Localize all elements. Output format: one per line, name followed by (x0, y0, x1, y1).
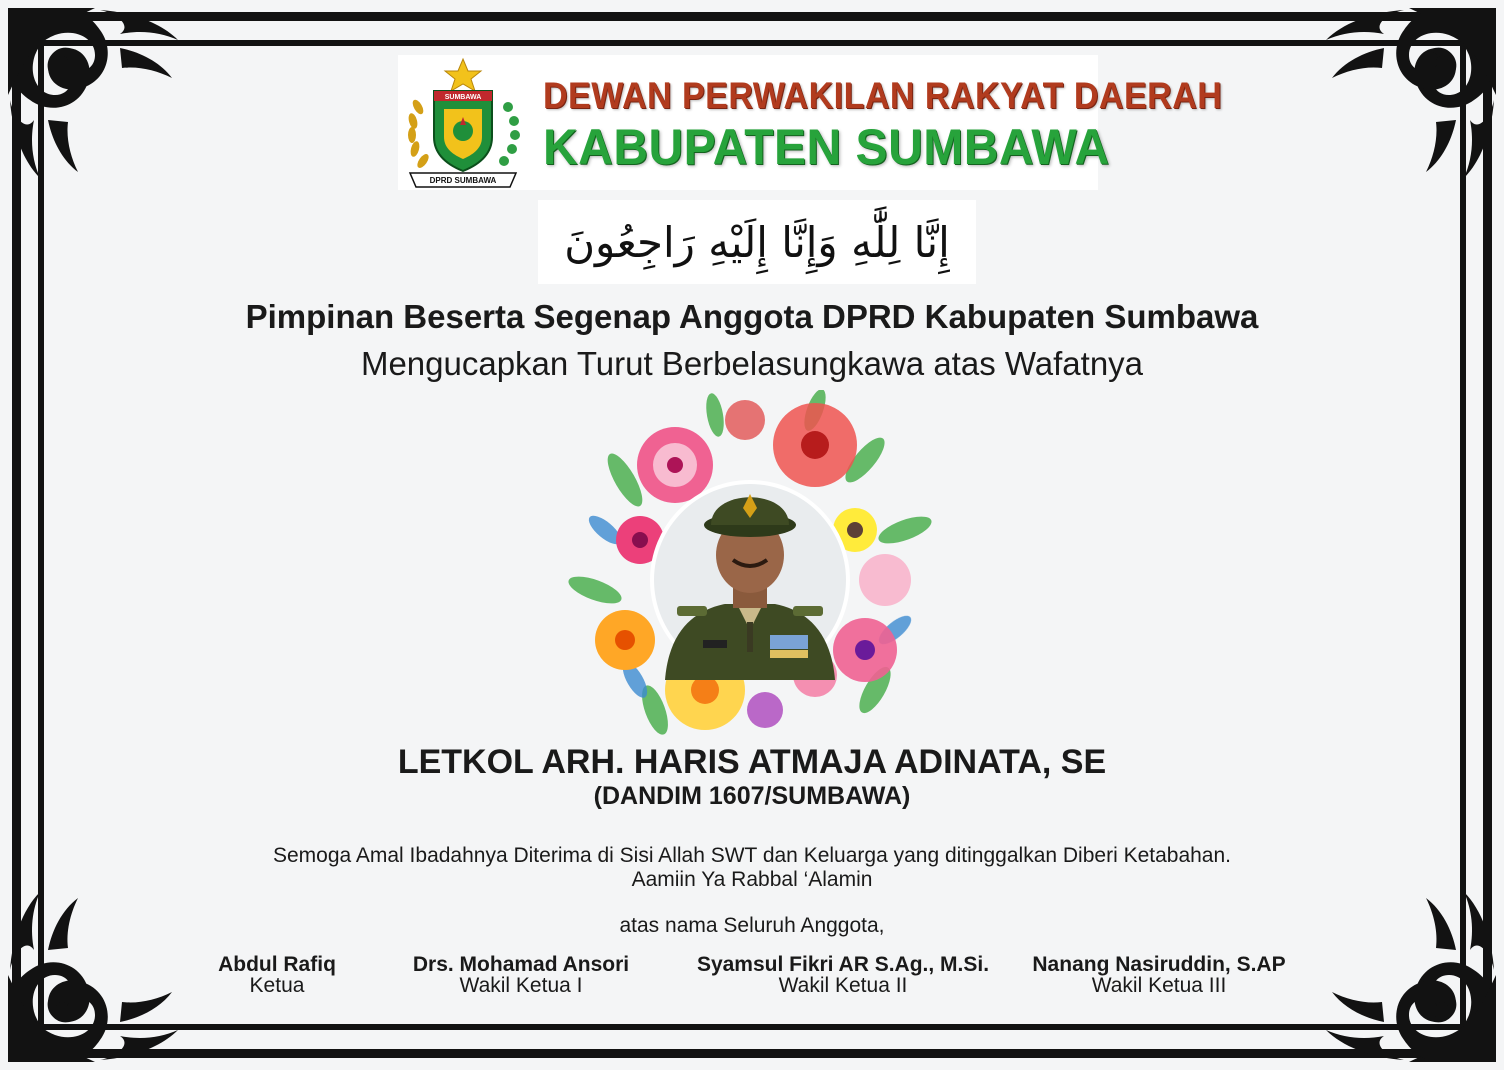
signatory-role: Wakil Ketua I (459, 974, 583, 997)
corner-ornament-bottom-right (1314, 880, 1504, 1070)
institution-name-line2: KABUPATEN SUMBAWA (543, 120, 1110, 176)
subheadline: Mengucapkan Turut Berbelasungkawa atas Wafatnya (360, 345, 1144, 382)
signatory-name: Syamsul Fikri AR S.Ag., M.Si. (696, 953, 990, 976)
floral-wreath-portrait (565, 390, 935, 750)
institution-name-line1: DEWAN PERWAKILAN RAKYAT DAERAH (543, 75, 1223, 117)
signatory (690, 953, 996, 998)
deceased-name: LETKOL ARH. HARIS ATMAJA ADINATA, SE (397, 743, 1107, 781)
corner-ornament-bottom-left (0, 880, 190, 1070)
signatory-name: Abdul Rafiq (218, 953, 336, 976)
header-banner (398, 55, 1223, 190)
prayer-line-1: Semoga Amal Ibadahnya Diterima di Sisi Allah SWT dan Keluarga yang ditinggalkan Diberi Ketabahan. (272, 844, 1231, 867)
signatory (396, 953, 646, 998)
corner-ornament-top-right (1314, 0, 1504, 190)
signatory-name: Nanang Nasiruddin, S.AP (1032, 953, 1286, 976)
on-behalf-text: atas nama Seluruh Anggota, (619, 914, 885, 937)
signatory (196, 953, 358, 998)
dprd-sumbawa-emblem (404, 57, 522, 189)
signatory-role: Wakil Ketua III (1091, 974, 1227, 997)
headline: Pimpinan Beserta Segenap Anggota DPRD Kabupaten Sumbawa (245, 298, 1259, 335)
arabic-phrase: إِنَّا لِلَّٰهِ وَإِنَّا إِلَيْهِ رَاجِعُونَ (564, 217, 950, 267)
signatory-role: Wakil Ketua II (778, 974, 908, 997)
signatory (1022, 953, 1296, 998)
corner-ornament-top-left (0, 0, 190, 190)
emblem-ribbon-label: DPRD SUMBAWA (429, 176, 497, 185)
signatory-role: Ketua (249, 974, 305, 997)
arabic-calligraphy-box (538, 200, 976, 284)
signatory-name: Drs. Mohamad Ansori (412, 953, 630, 976)
deceased-position: (DANDIM 1607/SUMBAWA) (593, 782, 911, 810)
emblem-top-label: SUMBAWA (444, 94, 482, 101)
prayer-line-2: Aamiin Ya Rabbal ‘Alamin (631, 868, 873, 891)
